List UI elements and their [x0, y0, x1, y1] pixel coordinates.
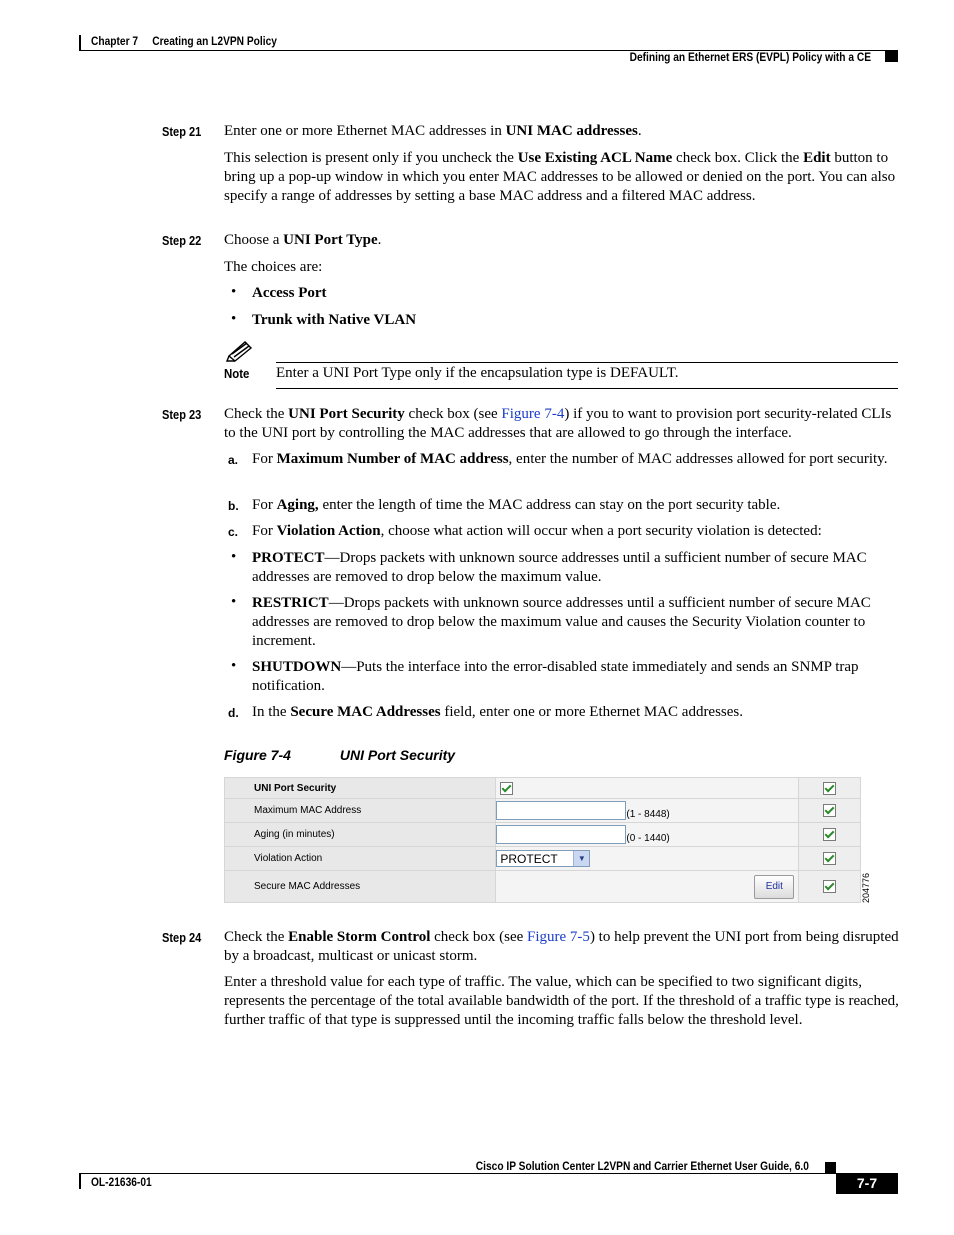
- footer-left-bar: [79, 1173, 81, 1189]
- bullet-dot: •: [231, 594, 237, 610]
- footer-guide-title: Cisco IP Solution Center L2VPN and Carrier Ethernet User Guide, 6.0: [475, 1159, 809, 1173]
- substep-c-letter: c.: [228, 525, 239, 539]
- row-enable-cell: [799, 778, 861, 799]
- row-enable-cell: [799, 871, 861, 903]
- note-label: Note: [224, 366, 250, 381]
- form-row-uni-port-security: [225, 778, 861, 799]
- page-number: 7-7: [836, 1173, 898, 1194]
- figure-7-5-link[interactable]: Figure 7-5: [527, 929, 590, 945]
- step-21-detail: This selection is present only if you uncheck the Use Existing ACL Name check box. Click the Edit button to bring up a pop-up window in which you enter MAC addresses to be allowed or denied on the port. You can also specify a range of addresses by setting a base MAC address and a filtered MAC address.: [224, 150, 896, 204]
- step-22-label: Step 22: [162, 233, 202, 248]
- form-row-violation-action: [225, 847, 861, 871]
- bullet-dot: •: [231, 284, 237, 300]
- max-mac-value: [496, 799, 799, 823]
- step-22-text: Choose a UNI Port Type.: [224, 232, 382, 248]
- substep-d-text: In the Secure MAC Addresses field, enter one or more Ethernet MAC addresses.: [252, 704, 744, 720]
- row-enable-cell: [799, 799, 861, 823]
- form-row-aging: [225, 823, 861, 847]
- bullet-access-port: Access Port: [252, 285, 327, 301]
- figure-7-4-link[interactable]: Figure 7-4: [501, 406, 565, 422]
- aging-value: [496, 823, 799, 847]
- bullet-protect: PROTECT—Drops packets with unknown source addresses until a sufficient number of secure MAC addresses are removed to drop below the maximum value.: [252, 550, 867, 585]
- row-enable-cell: [799, 823, 861, 847]
- step-22-choices: The choices are:: [224, 259, 323, 275]
- bullet-dot: •: [231, 311, 237, 327]
- step-24-detail: Enter a threshold value for each type of traffic. The value, which can be specified to two significant digits, represents the percentage of the total available bandwidth of the port. If the threshold of a traffic type is reached, further traffic of that type is suppressed until the incoming traffic falls below the threshold level.: [224, 974, 899, 1028]
- note-text: Enter a UNI Port Type only if the encapsulation type is DEFAULT.: [276, 365, 679, 381]
- substep-a-letter: a.: [228, 453, 239, 467]
- aging-label: Aging (in minutes): [225, 823, 496, 847]
- substep-c-text: For Violation Action, choose what action will occur when a port security violation is detected:: [252, 523, 822, 539]
- substep-d-letter: d.: [228, 706, 239, 720]
- bullet-dot: •: [231, 658, 237, 674]
- row-enable-checkbox[interactable]: [823, 852, 836, 865]
- bullet-trunk-native-vlan: Trunk with Native VLAN: [252, 312, 417, 328]
- max-mac-input[interactable]: [496, 801, 626, 820]
- violation-action-value: [496, 847, 799, 871]
- uni-port-security-label: UNI Port Security: [225, 778, 496, 799]
- violation-action-label: Violation Action: [225, 847, 496, 871]
- step-24-text: Check the Enable Storm Control check box (see Figure 7-5) to help prevent the UNI port from being disrupted by a broadcast, multicast or unicast storm.: [224, 929, 899, 964]
- figure-id: 204776: [861, 872, 871, 903]
- bullet-restrict: RESTRICT—Drops packets with unknown source addresses until a sufficient number of secure MAC addresses are removed to drop below the maximum value and causes the Security Violation counter to increment.: [252, 595, 871, 649]
- header-left-bar: [79, 35, 81, 51]
- bullet-dot: •: [231, 549, 237, 565]
- aging-input[interactable]: [496, 825, 626, 844]
- uni-port-security-checkbox[interactable]: [500, 782, 513, 795]
- secure-mac-label: Secure MAC Addresses: [225, 871, 496, 903]
- row-enable-checkbox[interactable]: [823, 804, 836, 817]
- header-marker: [885, 50, 898, 62]
- substep-b-letter: b.: [228, 499, 239, 513]
- note-rule-bottom: [276, 388, 898, 389]
- substep-b-text: For Aging, enter the length of time the MAC address can stay on the port security table.: [252, 497, 781, 513]
- row-enable-checkbox[interactable]: [823, 828, 836, 841]
- edit-button[interactable]: Edit: [754, 875, 794, 899]
- step-21-text: Enter one or more Ethernet MAC addresses in UNI MAC addresses.: [224, 123, 642, 139]
- max-mac-range: (1 - 8448): [626, 809, 670, 820]
- form-row-max-mac: [225, 799, 861, 823]
- step-21-label: Step 21: [162, 124, 202, 139]
- uni-port-security-value: [496, 778, 799, 799]
- violation-action-select[interactable]: [496, 850, 590, 867]
- footer-marker: [825, 1162, 836, 1173]
- step-23-label: Step 23: [162, 407, 202, 422]
- violation-action-selected: PROTECT: [500, 852, 558, 866]
- header-chapter: Chapter 7 Creating an L2VPN Policy: [91, 34, 277, 48]
- max-mac-label: Maximum MAC Address: [225, 799, 496, 823]
- step-24-label: Step 24: [162, 930, 202, 945]
- header-section: Defining an Ethernet ERS (EVPL) Policy with a CE: [629, 50, 871, 64]
- row-enable-checkbox[interactable]: [823, 782, 836, 795]
- footer-doc-number: OL-21636-01: [91, 1175, 152, 1189]
- note-rule-top: [276, 362, 898, 363]
- uni-port-security-form: [224, 777, 861, 903]
- form-row-secure-mac: [225, 871, 861, 903]
- secure-mac-value: [496, 871, 799, 903]
- pencil-icon: [226, 340, 254, 362]
- chevron-down-icon[interactable]: ▼: [573, 851, 589, 866]
- row-enable-cell: [799, 847, 861, 871]
- row-enable-checkbox[interactable]: [823, 880, 836, 893]
- aging-range: (0 - 1440): [626, 833, 670, 844]
- bullet-shutdown: SHUTDOWN—Puts the interface into the error-disabled state immediately and sends an SNMP trap notification.: [252, 659, 859, 694]
- step-23-text: Check the UNI Port Security check box (see Figure 7-4) if you to want to provision port security-related CLIs to the UNI port by controlling the MAC addresses that are allowed to go through the interface.: [224, 406, 892, 441]
- footer-rule: [79, 1173, 836, 1174]
- substep-a-text: For Maximum Number of MAC address, enter the number of MAC addresses allowed for port security.: [252, 451, 888, 467]
- figure-caption: Figure 7-4 UNI Port Security: [224, 747, 456, 763]
